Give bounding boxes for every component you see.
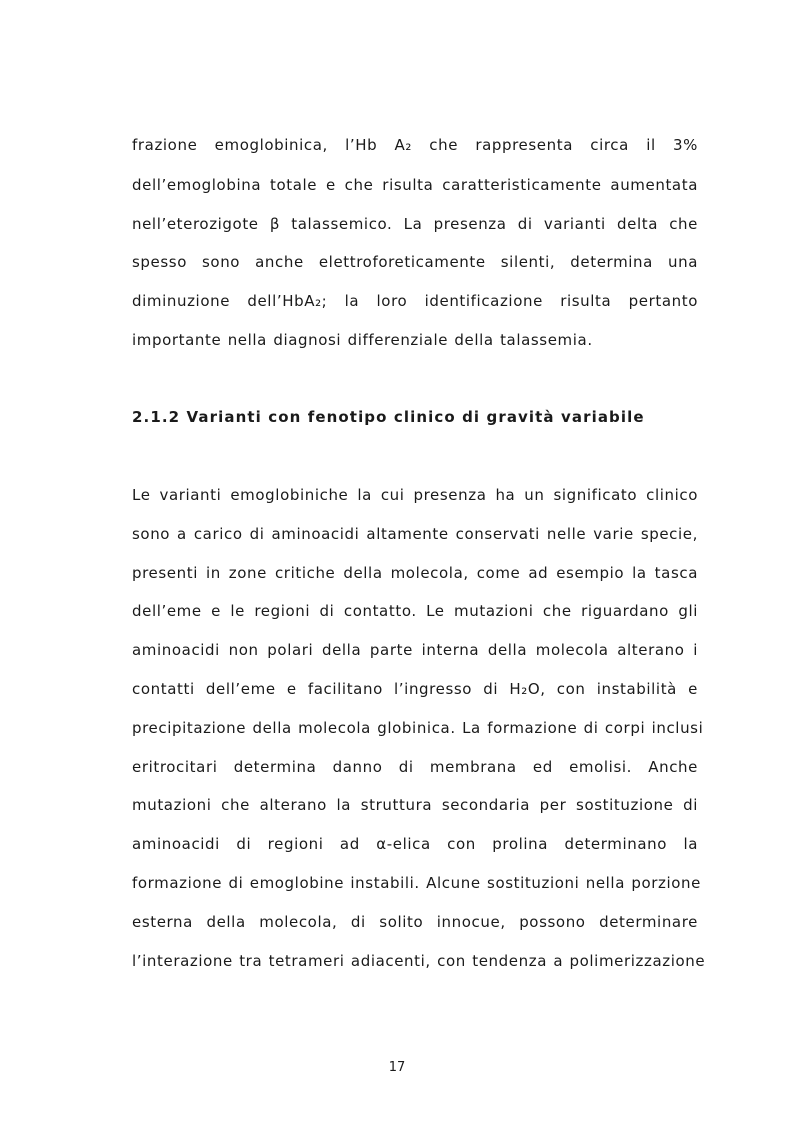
paragraph-2-line-10: aminoacidi di regioni ad α-elica con prolina determinano la — [132, 835, 698, 853]
paragraph-2-line-4: dell’eme e le regioni di contatto. Le mutazioni che riguardano gli — [132, 602, 698, 620]
paragraph-2-line-13: l’interazione tra tetrameri adiacenti, con tendenza a polimerizzazione — [132, 952, 706, 970]
paragraph-2-line-9: mutazioni che alterano la struttura secondaria per sostituzione di — [132, 796, 698, 814]
section-heading: 2.1.2 Varianti con fenotipo clinico di gravità variabile — [132, 408, 645, 426]
paragraph-1-line-2: dell’emoglobina totale e che risulta caratteristicamente aumentata — [132, 176, 698, 194]
paragraph-2-line-12: esterna della molecola, di solito innocue, possono determinare — [132, 913, 698, 931]
paragraph-2-line-2: sono a carico di aminoacidi altamente conservati nelle varie specie, — [132, 525, 698, 543]
paragraph-2-line-5: aminoacidi non polari della parte interna della molecola alterano i — [132, 641, 698, 659]
paragraph-2-line-8: eritrocitari determina danno di membrana ed emolisi. Anche — [132, 758, 698, 776]
paragraph-2-line-11: formazione di emoglobine instabili. Alcune sostituzioni nella porzione — [132, 874, 701, 892]
paragraph-1-line-4: spesso sono anche elettroforeticamente silenti, determina una — [132, 253, 698, 271]
page-number: 17 — [388, 1060, 406, 1075]
paragraph-2-line-1: Le varianti emoglobiniche la cui presenza ha un significato clinico — [132, 486, 698, 504]
paragraph-2-line-7: precipitazione della molecola globinica. La formazione di corpi inclusi — [132, 719, 704, 737]
paragraph-2-line-6: contatti dell’eme e facilitano l’ingresso di H₂O, con instabilità e — [132, 680, 698, 698]
paragraph-1-line-6: importante nella diagnosi differenziale della talassemia. — [132, 331, 593, 349]
paragraph-2-line-3: presenti in zone critiche della molecola, come ad esempio la tasca — [132, 564, 698, 582]
paragraph-1-line-5: diminuzione dell’HbA₂; la loro identificazione risulta pertanto — [132, 292, 698, 310]
paragraph-1-line-1: frazione emoglobinica, l’Hb A₂ che rappresenta circa il 3% — [132, 136, 698, 154]
paragraph-1-line-3: nell’eterozigote β talassemico. La presenza di varianti delta che — [132, 215, 698, 233]
